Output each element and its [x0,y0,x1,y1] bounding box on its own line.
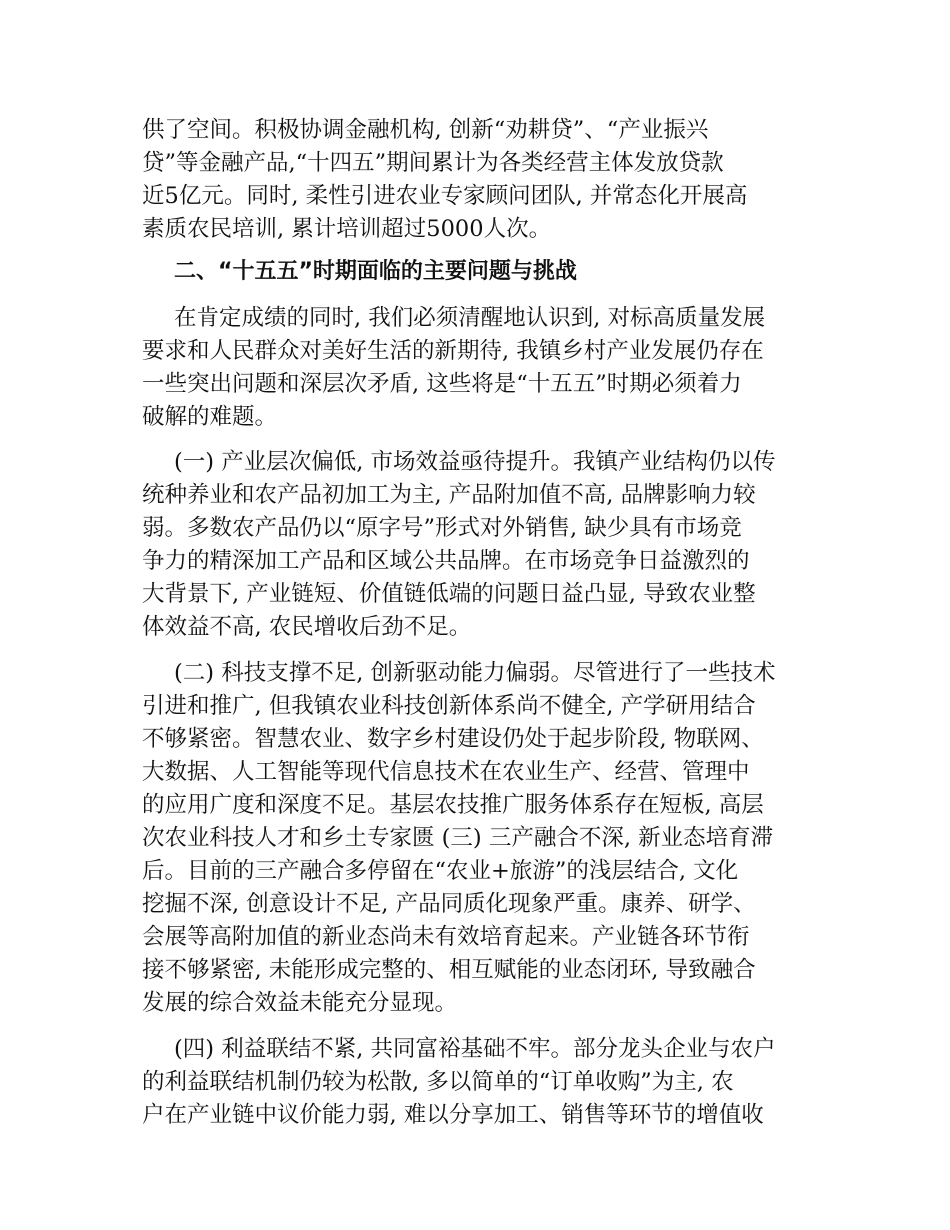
paragraph-line: 弱。多数农产品仍以“原字号”形式对外销售, 缺少具有市场竞 [142,515,742,541]
section-heading: 二、“十五五”时期面临的主要问题与挑战 [174,259,577,284]
paragraph-line: 供了空间。积极协调金融机构, 创新“劝耕贷”、“产业振兴 [142,117,709,143]
paragraph-line: 发展的综合效益未能充分显现。 [142,990,458,1016]
paragraph-line: 破解的难题。 [142,404,278,430]
paragraph-line: 大背景下, 产业链短、价值链低端的问题日益凸显, 导致农业整 [142,581,756,607]
paragraph-line: 在肯定成绩的同时, 我们必须清醒地认识到, 对标高质量发展 [174,305,766,331]
paragraph-line: 的利益联结机制仍较为松散, 多以简单的“订单收购”为主, 农 [142,1069,734,1095]
paragraph-line: 引进和推广, 但我镇农业科技创新体系尚不健全, 产学研用结合 [142,693,756,719]
paragraph-line: 争力的精深加工产品和区域公共品牌。在市场竞争日益激烈的 [142,548,750,574]
paragraph-line: 次农业科技人才和乡土专家匮 (三) 三产融合不深, 新业态培育滞 [142,825,774,851]
paragraph-line: 的应用广度和深度不足。基层农技推广服务体系存在短板, 高层 [142,792,764,818]
paragraph-line: 不够紧密。智慧农业、数字乡村建设仍处于起步阶段, 物联网、 [142,726,764,752]
paragraph-line: 体效益不高, 农民增收后劲不足。 [142,614,472,640]
paragraph-line: 户在产业链中议价能力弱, 难以分享加工、销售等环节的增值收 [142,1102,764,1128]
paragraph-line: (一) 产业层次偏低, 市场效益亟待提升。我镇产业结构仍以传 [174,449,776,475]
paragraph-line: 会展等高附加值的新业态尚未有效培育起来。产业链各环节衔 [142,924,750,950]
paragraph-line: 一些突出问题和深层次矛盾, 这些将是“十五五”时期必须着力 [142,371,742,397]
paragraph-line: (四) 利益联结不紧, 共同富裕基础不牢。部分龙头企业与农户 [174,1036,776,1062]
paragraph-line: 近5亿元。同时, 柔性引进农业专家顾问团队, 并常态化开展高 [142,183,748,209]
paragraph-line: 统种养业和农产品初加工为主, 产品附加值不高, 品牌影响力较 [142,482,756,508]
paragraph-line: 接不够紧密, 未能形成完整的、相互赋能的业态闭环, 导致融合 [142,957,756,983]
paragraph-line: 要求和人民群众对美好生活的新期待, 我镇乡村产业发展仍存在 [142,338,764,364]
paragraph-line: 后。目前的三产融合多停留在“农业+旅游”的浅层结合, 文化 [142,858,739,884]
paragraph-line: (二) 科技支撑不足, 创新驱动能力偏弱。尽管进行了一些技术 [174,660,776,686]
paragraph-line: 贷”等金融产品,“十四五”期间累计为各类经营主体发放贷款 [142,150,724,176]
paragraph-line: 挖掘不深, 创意设计不足, 产品同质化现象严重。康养、研学、 [142,891,756,917]
paragraph-line: 素质农民培训, 累计培训超过5000人次。 [142,216,552,242]
paragraph-line: 大数据、人工智能等现代信息技术在农业生产、经营、管理中 [142,759,750,785]
